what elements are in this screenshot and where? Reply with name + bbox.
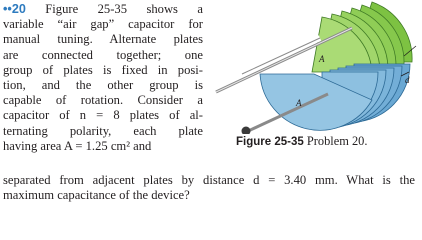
problem-line-7: capable of rotation. Consider a	[3, 93, 203, 108]
problem-line-10: having area A = 1.25 cm² and	[3, 138, 152, 153]
figure-caption	[236, 134, 367, 149]
figure-caption-label: Figure 25-35	[236, 136, 304, 148]
capacitor-figure	[202, 0, 422, 134]
problem-line-11: separated from adjacent plates by distance d = 3.40 mm. What is the	[3, 173, 415, 187]
rotating-plates	[312, 2, 412, 72]
problem-line-9: ternating polarity, each plate	[3, 123, 203, 138]
problem-line-12: maximum capacitance of the device?	[3, 188, 190, 203]
problem-line-1: ••20 Figure 25-35 shows a	[3, 2, 203, 16]
capacitor-illustration	[202, 0, 422, 134]
problem-line-6: tion, and the other group is	[3, 78, 203, 93]
problem-text	[3, 2, 203, 154]
problem-line-3: manual tuning. Alternate plates	[3, 32, 203, 47]
problem-number: ••20	[3, 2, 26, 16]
problem-line-4: are connected together; one	[3, 47, 203, 62]
fixed-plates	[260, 64, 410, 130]
label-d: d	[405, 75, 410, 85]
figure-caption-text: Problem 20.	[306, 134, 368, 148]
top-rod-connector-edge	[242, 38, 320, 74]
problem-line-8: capacitor of n = 8 plates of al-	[3, 108, 203, 123]
terminal	[242, 127, 251, 135]
problem-text-continued	[3, 173, 415, 203]
problem-line-2: variable “air gap” capacitor for	[3, 17, 203, 32]
label-a-top: A	[319, 54, 325, 64]
problem-line-5: group of plates is fixed in posi-	[3, 62, 203, 77]
label-a-bottom: A	[296, 98, 302, 108]
